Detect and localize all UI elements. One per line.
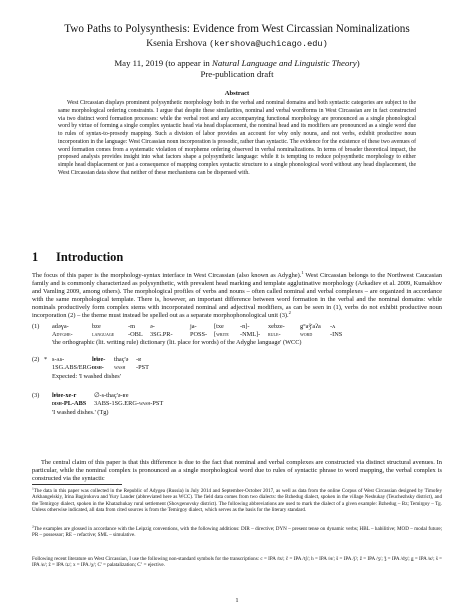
page-number: 1 bbox=[235, 597, 239, 604]
intro-paragraph-1 bbox=[32, 269, 442, 321]
ex1-gloss: -INS bbox=[330, 331, 343, 339]
ex1-word: bze bbox=[92, 323, 101, 330]
ex2-gloss: wash bbox=[114, 364, 126, 372]
footnote-ref-1[interactable]: 1 bbox=[301, 269, 304, 275]
ex1-gloss: [write bbox=[214, 331, 229, 339]
ex1-gloss: Adyghe- bbox=[52, 331, 73, 339]
footnote-1-mark: 1 bbox=[32, 486, 34, 491]
footnote-2 bbox=[32, 526, 442, 539]
para1-part-a: The focus of this paper is the morphology-syntax interface in West Circassian (also known as Adyghe). bbox=[32, 272, 302, 279]
date-text: May 11, 2019 (to appear in bbox=[114, 58, 210, 68]
section-number: 1 bbox=[32, 250, 39, 264]
ex1-word: -m bbox=[128, 323, 135, 330]
section-heading bbox=[32, 250, 123, 264]
footnote-2-mark: 2 bbox=[32, 524, 34, 529]
ex2-word: -ʁ bbox=[136, 356, 142, 363]
para1-part-b: West Circassian belongs to the Northwest Caucasian family and is commonly characterized as polysynthetic, with prevalent head marking and template agglutinative morphology (Arkadiev et al. 2009, Kumakhov and Vamling 2009, among others). The morphological profiles of verbs and nouns – often called nominal and verbal complexes – are organized in accordance with the same morphological template. There is, however, an important difference between word formation in the verbal and the nominal domains: while nominals productively form complex stems with incorporated nominal and adjectival modifiers, as can be seen in (1), verbs do not exhibit productive noun incorporation (2) – the theme must instead be spelled out as a separate morphophonological unit (3). bbox=[32, 272, 442, 320]
draft-status: Pre-publication draft bbox=[200, 69, 274, 79]
ex1-gloss: word bbox=[300, 331, 313, 339]
ex3-word: ∅-s-thaç'ə-ʁe bbox=[94, 392, 129, 399]
footnote-ref-2[interactable]: 2 bbox=[288, 310, 291, 316]
date-line bbox=[0, 58, 474, 69]
footnote-1-text: The data in this paper was collected in the Republic of Adygea (Russia) in July 2014 and September-October 2017, as well as data from the online Corpus of West Circassian designed by Timofey Arkhangelskiy, Irina Bagirokova and Yury Lander (abbreviated here as WCC). The field data comes from two dialects: the Bzhedug dialect, spoken in the village Neshukay (Teuchezhsky district), and the Temirgoy dialect, spoken in the Khatazhukay rural settlement (Shovgenovsky district). The following abbreviations are used to mark the dialect of a given example: Bzhedug – Bz; Temirgoy – Tg. Unless otherwise indicated, all data from cited sources is from the Temirgoy dialect, which serves as the basis for the literary standard. bbox=[32, 488, 442, 513]
ex1-word: -n]- bbox=[240, 323, 250, 330]
date-close: ) bbox=[356, 58, 360, 68]
footnote-2-text: The examples are glossed in accordance with the Leipzig conventions, with the following additions: DIR – directive; DYN – present tense on dynamic verbs; HBL – habilitive; MOD – modal future; PR – possessor; RE – refactive; SML – simulative. bbox=[32, 526, 442, 539]
example-2-expected bbox=[52, 373, 121, 381]
abstract-heading: Abstract bbox=[224, 90, 250, 97]
ex1-gloss: POSS- bbox=[190, 331, 208, 339]
ex1-word: [txe bbox=[214, 323, 224, 330]
ex1-word: adəɣa- bbox=[52, 323, 69, 330]
ex2-gloss: dish- bbox=[92, 364, 104, 372]
ex3-word: lɐ̈ʁe-xe-r bbox=[52, 392, 77, 399]
ex1-word: ə- bbox=[150, 323, 155, 330]
ex1-word: ǥ°aǯ'aʔa bbox=[300, 323, 321, 330]
ex2-gloss: -PST bbox=[136, 364, 149, 372]
author-email[interactable]: (kershova@uchicago.edu) bbox=[209, 39, 328, 49]
ex1-gloss: rule- bbox=[268, 331, 281, 339]
ex3-gloss: 3ABS-1SG.ERG-wash-PST bbox=[94, 400, 164, 408]
author-line bbox=[0, 38, 474, 50]
expected-label: Expected: ' bbox=[52, 373, 80, 380]
ex1-word: ja- bbox=[190, 323, 197, 330]
example-3-number: (3) bbox=[32, 392, 40, 399]
ungrammatical-star: * bbox=[44, 356, 48, 363]
ex2-word: thaç'ə bbox=[114, 356, 129, 363]
example-3-translation: 'I washed dishes.' (Tg) bbox=[52, 409, 109, 416]
example-1-number: (1) bbox=[32, 323, 40, 330]
footnote-rule bbox=[32, 484, 122, 485]
section-title: Introduction bbox=[56, 250, 124, 264]
footnote-2-continuation: Following recent literature on West Circassian, I use the following non-standard symbols for the transcriptions: c = IPA /ts/; č = IPA /tʃ/; h = IPA /ʜ/; š = IPA /ʃ/; ž = IPA /ʒ/; ǯ = IPA /dʒ/; ǥ = IPA /ʁ/; ŝ = IPA /ɕ/; ẑ = IPA /ʑ/; x = IPA /χ/; C' = palatalization; Cʼ = ejective. bbox=[32, 556, 442, 569]
footnote-1 bbox=[32, 488, 442, 513]
journal-name: Natural Language and Linguistic Theory bbox=[212, 58, 357, 68]
ex3-gloss: dish-PL-ABS bbox=[52, 400, 87, 408]
author-name: Ksenia Ershova bbox=[146, 38, 207, 49]
ex1-word: xebze- bbox=[268, 323, 285, 330]
abstract-text: West Circassian displays prominent polysynthetic morphology both in the verbal and nominal domains and both syntactic categories are subject to the same morphological ordering constraints. I argue that despite these similarities, nominal and verbal wordforms in West Circassian are in fact constructed via two distinct word formation processes: while the verbal root and any accompanying functional morphology are pronounced as a single phonological word by virtue of forming a single complex syntactic head via head displacement, the nominal head and its modifiers are pronounced as a single word due to rules of syntax-to-prosody mapping. Such a division of labor provides an account for why only nouns, and not verbs, exhibit productive noun incorporation in the language: West Circassian noun incorporation is prosodic, rather than syntactic. The evidence for the existence of these two avenues of word formation comes from a systematic violation of morpheme ordering observed in verbal nominalizations. In terms of broader theoretical impact, the proposed analysis provides insight into what factors shape a polysynthetic language: while it is tempting to reduce polysynthetic morphology to either simple head displacement or just a consequence of mapping complex syntactic structure to a single phonological word without any head displacement, the West Circassian data show that neither of these mechanisms can be dispensed with. bbox=[58, 100, 416, 176]
ex1-gloss: language bbox=[92, 331, 115, 339]
ex1-gloss: -NML]- bbox=[240, 331, 261, 339]
intro-paragraph-2: The central claim of this paper is that this difference is due to the fact that nominal and verbal complexes are constructed via distinct structural avenues. In particular, while the nominal complex is pronounced as a single morphological word due to rules of syntactic phrase to word mapping, the verbal complex is constructed via the syntactic bbox=[32, 459, 442, 483]
ex2-gloss: 1SG.ABS/ERG- bbox=[52, 364, 94, 372]
ex1-gloss: 3SG.PR- bbox=[150, 331, 173, 339]
ex2-word: s-ʌs- bbox=[52, 356, 65, 363]
ex1-gloss: -OBL bbox=[128, 331, 143, 339]
expected-text: I washed dishes' bbox=[79, 373, 121, 380]
ex1-word: -ʌ bbox=[330, 323, 336, 330]
paper-title: Two Paths to Polysynthesis: Evidence from West Circassian Nominalizations bbox=[64, 23, 410, 35]
example-1-translation: 'the orthographic (lit. writing rule) dictionary (lit. place for words) of the Adyghe language' (WCC) bbox=[52, 339, 302, 347]
ex2-word: lɐ̈ʁe- bbox=[92, 356, 106, 363]
example-2-number: (2) bbox=[32, 356, 40, 363]
